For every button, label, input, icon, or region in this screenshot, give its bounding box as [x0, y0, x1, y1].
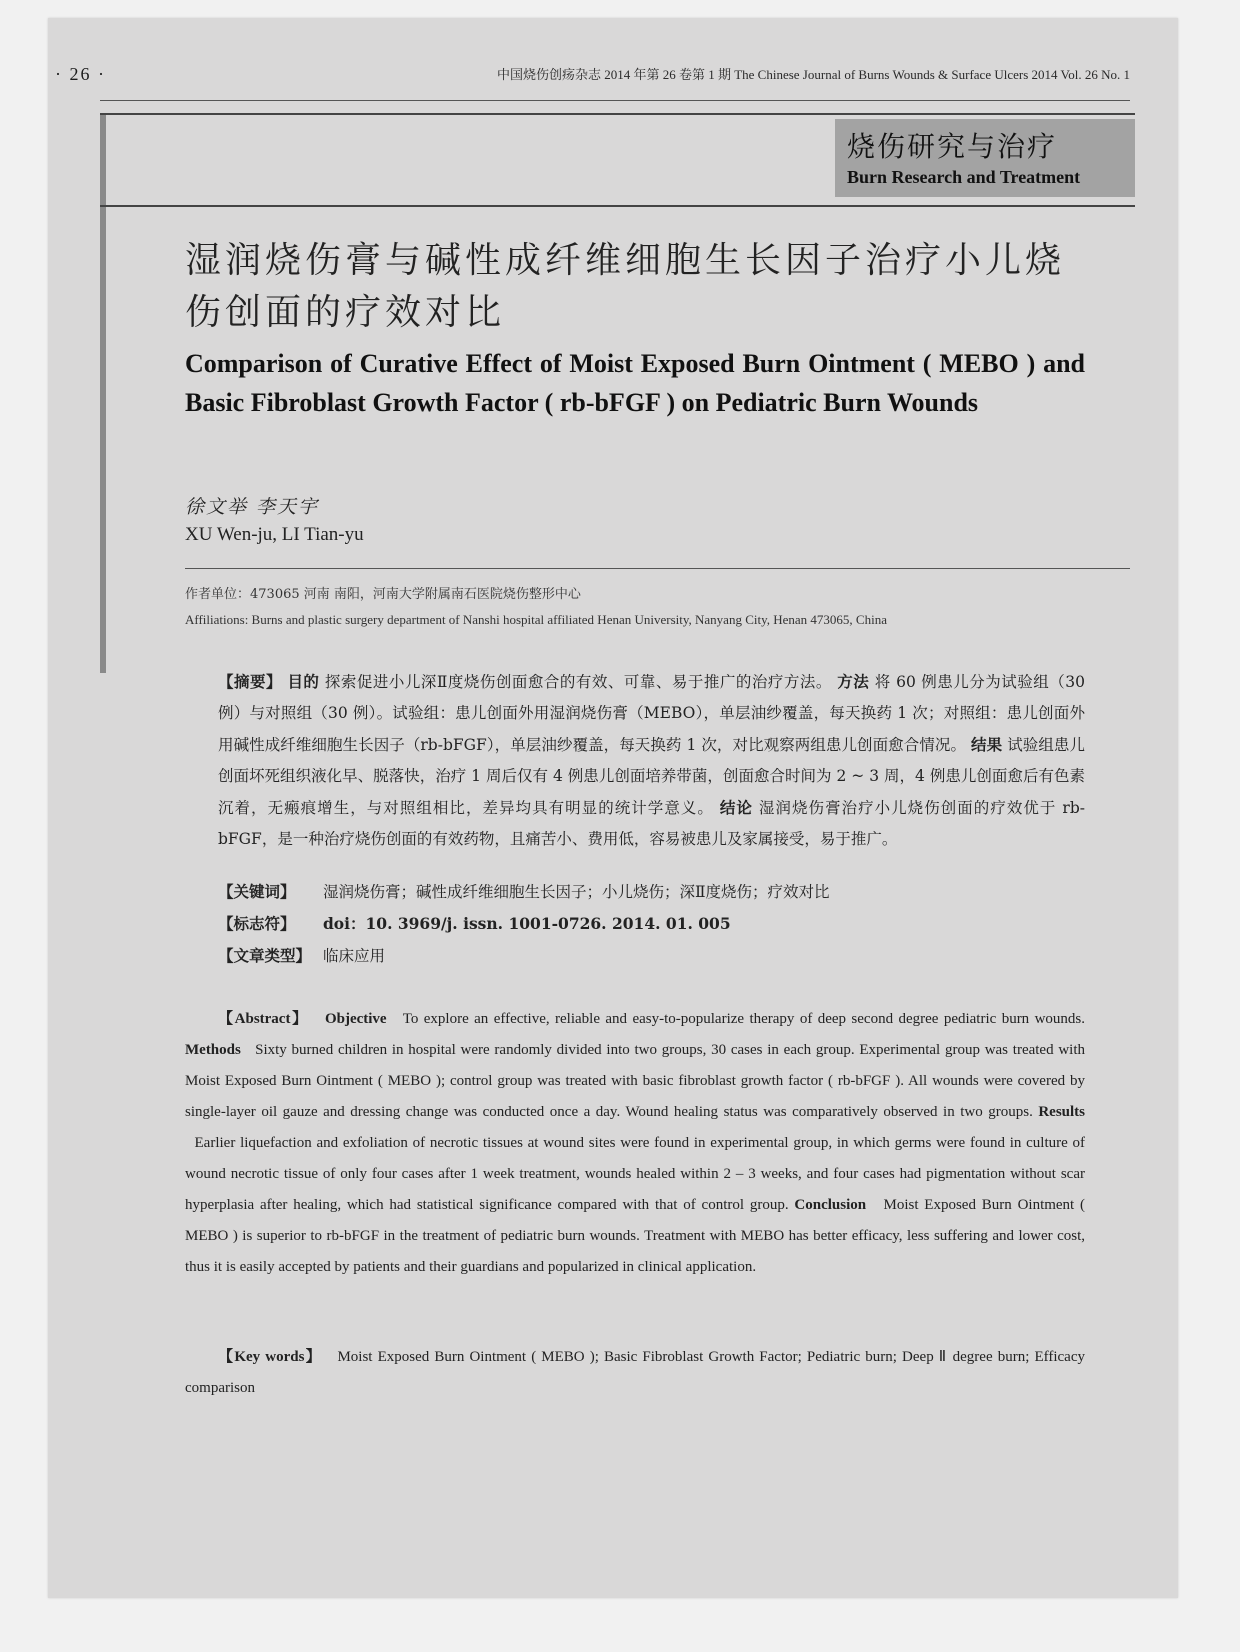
- methods-text-en: Sixty burned children in hospital were randomly divided into two groups, 30 cases in each group. Experimental group was treated with Moist Exposed Burn Ointment ( MEBO ); control group was treated with basic fibroblast growth factor ( rb-bFGF ). All wounds were covered by single-layer oil gauze and dressing change was conducted once a day. Wound healing status was comparatively observed in two groups.: [185, 1042, 1086, 1120]
- running-header: [100, 58, 1130, 101]
- section-band: [100, 113, 1135, 207]
- doi-row: [218, 912, 731, 934]
- article-title-cn: 湿润烧伤膏与碱性成纤维细胞生长因子治疗小儿烧伤创面的疗效对比: [185, 240, 1066, 333]
- page-number: · 26 ·: [55, 64, 106, 84]
- article-type-row: [218, 944, 385, 966]
- section-label-box: [835, 119, 1135, 197]
- conclusion-text-en: Moist Exposed Burn Ointment ( MEBO ) is superior to rb-bFGF in the treatment of pediatric burn wounds. Treatment with MEBO has better efficacy, less suffering and lower cost, thus it is easily accepted by patients and their guardians and popularized in clinical application.: [185, 1197, 1086, 1275]
- keywords-cn-row: [218, 880, 829, 902]
- section-title-cn: 烧伤研究与治疗: [847, 130, 1058, 163]
- authors-cn: 徐文举 李天宇: [185, 496, 320, 518]
- results-text-cn: 试验组患儿创面坏死组织液化早、脱落快，治疗 1 周后仅有 4 例患儿创面培养带菌，创面愈合时间为 2 ~ 3 周，4 例患儿创面愈后有色素沉着，无瘢痕增生，与对照组相比，差异均具有明显的统计学意义。: [218, 736, 1085, 817]
- objective-text-cn: 探索促进小儿深Ⅱ度烧伤创面愈合的有效、可靠、易于推广的治疗方法。: [324, 673, 832, 691]
- article-title-en: Comparison of Curative Effect of Moist Exposed Burn Ointment ( MEBO ) and Basic Fibroblast Growth Factor ( rb-bFGF ) on Pediatric Burn Wounds: [185, 349, 1085, 417]
- results-label-cn: 结果: [971, 735, 1003, 754]
- conclusion-label-cn: 结论: [719, 798, 753, 817]
- doi-text: doi：10. 3969/j. issn. 1001-0726. 2014. 01. 005: [322, 914, 731, 933]
- abstract-en-label: 【Abstract】: [218, 1011, 309, 1027]
- keywords-en-label: 【Key words】: [218, 1349, 323, 1365]
- objective-text-en: To explore an effective, reliable and easy-to-popularize therapy of deep second degree pediatric burn wounds.: [402, 1011, 1085, 1027]
- affiliation-cn: 作者单位：473065 河南 南阳，河南大学附属南石医院烧伤整形中心: [185, 587, 581, 602]
- keywords-cn-text: 湿润烧伤膏；碱性成纤维细胞生长因子；小儿烧伤；深Ⅱ度烧伤；疗效对比: [322, 883, 830, 901]
- keywords-en-row: [185, 1342, 1085, 1404]
- doi-label: 【标志符】: [218, 914, 296, 933]
- abstract-en: [185, 1004, 1085, 1283]
- conclusion-text-cn: 湿润烧伤膏治疗小儿烧伤创面的疗效优于 rb-bFGF，是一种治疗烧伤创面的有效药物，且痛苦小、费用低，容易被患儿及家属接受，易于推广。: [218, 799, 1085, 848]
- results-label-en: Results: [1038, 1104, 1086, 1120]
- methods-label-en: Methods: [185, 1042, 241, 1058]
- methods-label-cn: 方法: [837, 672, 870, 691]
- objective-label-cn: 目的: [287, 672, 320, 691]
- divider-rule: [185, 568, 1130, 569]
- article-type-text: 临床应用: [322, 947, 385, 965]
- results-text-en: Earlier liquefaction and exfoliation of necrotic tissues at wound sites were found in experimental group, in which germs were found in culture of wound necrotic tissue of only four cases after 1 week treatment, wounds healed within 2 – 3 weeks, and four cases had pigmentation without scar hyperplasia after healing, which had statistical significance compared with that of control group.: [185, 1135, 1086, 1213]
- methods-text-cn: 将 60 例患儿分为试验组（30 例）与对照组（30 例）。试验组：患儿创面外用湿润烧伤膏（MEBO），单层油纱覆盖，每天换药 1 次；对照组：患儿创面外用碱性成纤维细胞生长因子（rb-bFGF），单层油纱覆盖，每天换药 1 次，对比观察两组患儿创面愈合情况。: [218, 673, 1085, 754]
- section-title-en: Burn Research and Treatment: [847, 167, 1081, 187]
- abstract-cn-label: 【摘要】: [218, 672, 282, 691]
- objective-label-en: Objective: [324, 1011, 387, 1027]
- keywords-cn-label: 【关键词】: [218, 882, 296, 901]
- affiliation-en: Affiliations: Burns and plastic surgery department of Nanshi hospital affiliated Henan University, Nanyang City, Henan 473065, China: [185, 612, 887, 627]
- journal-citation: 中国烧伤创疡杂志 2014 年第 26 卷第 1 期 The Chinese Journal of Burns Wounds & Surface Ulcers 2014 Vol. 26 No. 1: [496, 67, 1130, 82]
- abstract-cn: [185, 666, 1085, 855]
- article-type-label: 【文章类型】: [218, 946, 312, 965]
- authors-en: XU Wen-ju, LI Tian-yu: [185, 524, 364, 545]
- conclusion-label-en: Conclusion: [794, 1197, 867, 1213]
- keywords-en-text: Moist Exposed Burn Ointment ( MEBO ); Basic Fibroblast Growth Factor; Pediatric burn; Deep Ⅱ degree burn; Efficacy comparison: [185, 1349, 1085, 1396]
